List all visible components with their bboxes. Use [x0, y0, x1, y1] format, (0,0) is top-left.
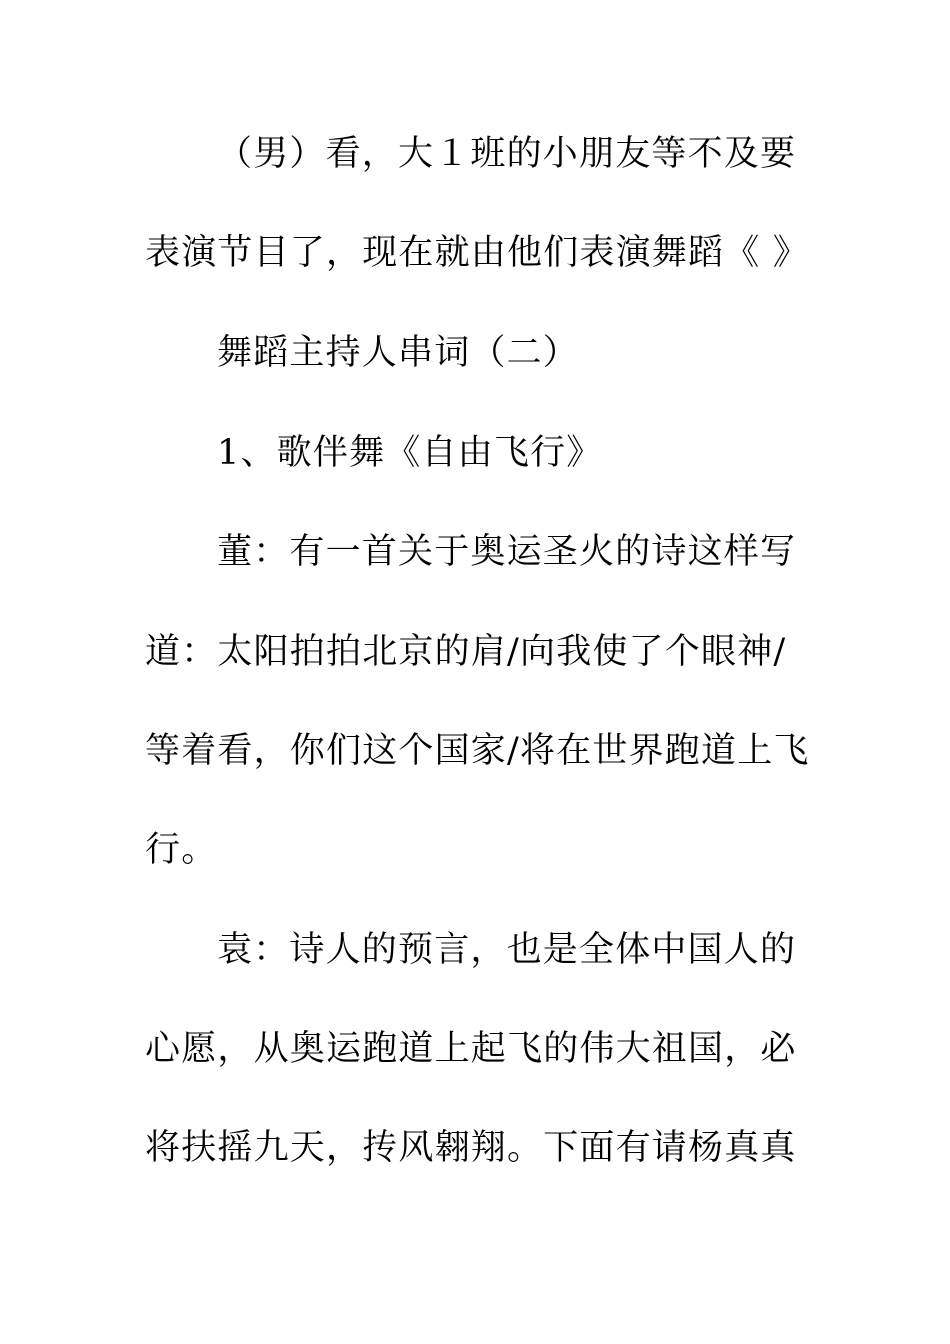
paragraph-line: 表演节目了，现在就由他们表演舞蹈《 》 — [145, 233, 809, 273]
paragraph-line: 道：太阳拍拍北京的肩/向我使了个眼神/ — [145, 632, 787, 672]
paragraph-line: 将扶摇九天，抟风翱翔。下面有请杨真真 — [145, 1128, 797, 1168]
paragraph-line: 行。 — [145, 830, 218, 870]
paragraph-line: （男）看，大１班的小朋友等不及要 — [217, 134, 797, 174]
paragraph-line: 等着看，你们这个国家/将在世界跑道上飞 — [145, 731, 810, 771]
section-heading: 舞蹈主持人串词（二） — [217, 333, 580, 373]
paragraph-line: 心愿，从奥运跑道上起飞的伟大祖国，必 — [145, 1029, 797, 1069]
program-item-title: 1、歌伴舞《自由飞行》 — [217, 433, 603, 473]
paragraph-line: 董：有一首关于奥运圣火的诗这样写 — [217, 532, 797, 572]
paragraph-line: 袁：诗人的预言，也是全体中国人的 — [217, 930, 797, 970]
